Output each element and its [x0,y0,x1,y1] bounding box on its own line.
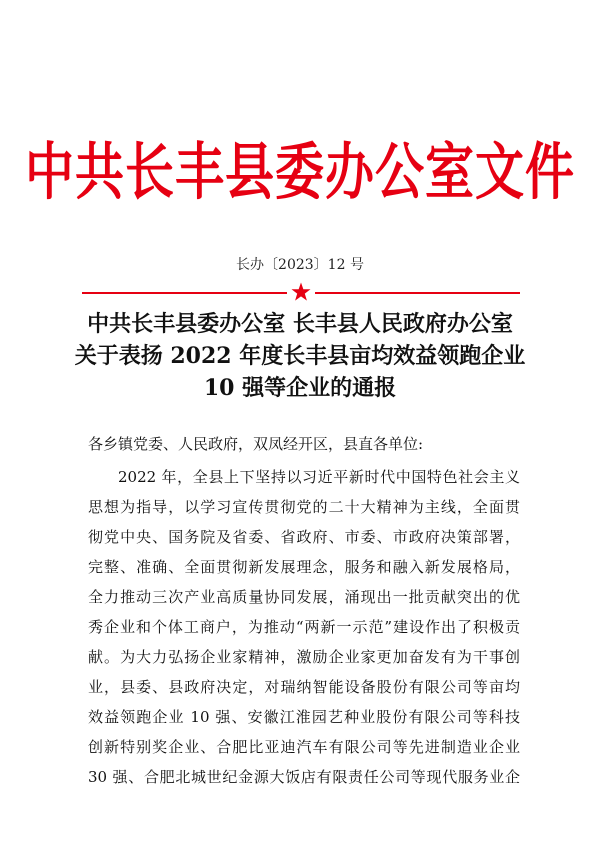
divider-line-right [315,292,520,294]
body-line: 全力推动三次产业高质量协同发展，涌现出一批贡献突出的优 [88,588,520,606]
body-line: 效益领跑企业 10 强、安徽江淮园艺种业股份有限公司等科技 [88,708,520,726]
title-line: 10 强等企业的通报 [203,375,397,401]
title-line: 关于表扬 2022 年度长丰县亩均效益领跑企业 [74,343,526,369]
body-line: 创新特别奖企业、合肥比亚迪汽车有限公司等先进制造业企业 [88,738,520,756]
document-title [60,308,540,404]
body-paragraph [88,462,520,792]
body-line: 完整、准确、全面贯彻新发展理念，服务和融入新发展格局， [88,558,520,576]
salutation: 各乡镇党委、人民政府，双凤经开区，县直各单位: [88,435,424,453]
body-line: 彻党中央、国务院及省委、省政府、市委、市政府决策部署， [88,528,520,546]
document-number: 长办〔2023〕12 号 [236,257,364,273]
body-line: 30 强、合肥北城世纪金源大饭店有限责任公司等现代服务业企 [88,768,520,786]
red-star-icon [291,282,311,302]
divider-line-left [82,292,287,294]
red-divider [82,282,520,300]
body-line: 秀企业和个体工商户，为推动“两新一示范”建设作出了积极贡 [88,618,520,636]
body-line: 思想为指导，以学习宣传贯彻党的二十大精神为主线，全面贯 [88,498,520,516]
body-line: 献。为大力弘扬企业家精神，激励企业家更加奋发有为干事创 [88,648,520,666]
body-line: 2022 年，全县上下坚持以习近平新时代中国特色社会主义 [118,468,520,486]
title-line: 中共长丰县委办公室 长丰县人民政府办公室 [87,311,513,337]
body-line: 业，县委、县政府决定，对瑞纳智能设备股份有限公司等亩均 [88,678,520,696]
document-masthead: 中共长丰县委办公室文件 [24,136,575,208]
